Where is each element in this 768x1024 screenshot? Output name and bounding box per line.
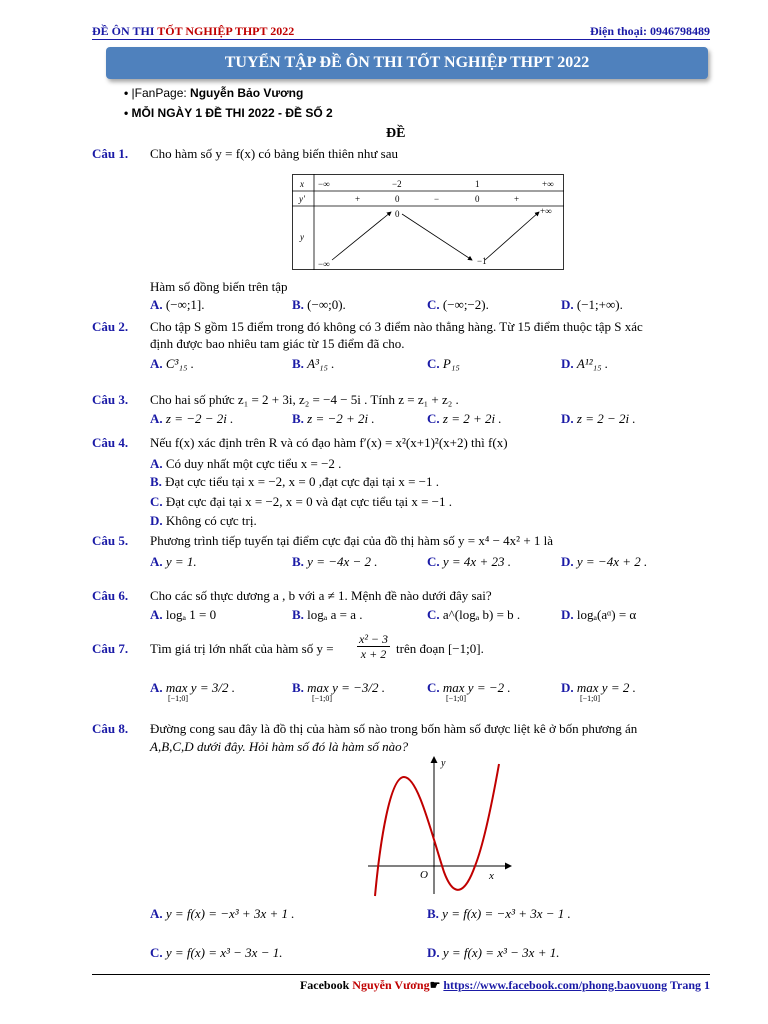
- option-letter: D.: [561, 680, 574, 695]
- option-text: (−∞;−2).: [442, 297, 489, 312]
- option-text: z = −2 − 2i .: [165, 411, 234, 426]
- option-text: z = 2 + 2i .: [442, 411, 502, 426]
- fraction: [357, 632, 390, 661]
- y-axis-label: y: [441, 758, 446, 769]
- answer-option[interactable]: [561, 607, 636, 623]
- option-text: y = f(x) = x³ − 3x − 1.: [165, 945, 283, 960]
- option-text: y = f(x) = −x³ + 3x − 1 .: [442, 906, 571, 921]
- question-label: Câu 1.: [92, 146, 129, 161]
- footer: [300, 978, 710, 993]
- option-letter: B.: [292, 356, 304, 371]
- answer-option[interactable]: [427, 680, 511, 696]
- answer-option[interactable]: [427, 906, 571, 922]
- question-label: Câu 6.: [92, 588, 129, 603]
- answer-option[interactable]: [427, 554, 511, 570]
- option-letter: D.: [561, 411, 574, 426]
- sign-value: 0: [475, 194, 480, 204]
- option-text: A¹²₁₅ .: [576, 356, 609, 371]
- question-subtext: Hàm số đồng biến trên tập: [150, 279, 288, 294]
- header-title-part1: ĐỀ ÔN THI: [92, 24, 158, 38]
- option-letter: D.: [427, 945, 440, 960]
- footer-author: Nguyễn Vương: [352, 978, 430, 992]
- option-text: logₐ(aᵅ) = α: [576, 607, 637, 622]
- option-letter: C.: [427, 680, 440, 695]
- option-letter: D.: [561, 297, 574, 312]
- option-text: (−∞;1].: [165, 297, 205, 312]
- answer-option[interactable]: [150, 297, 205, 313]
- daily-title: MỖI NGÀY 1 ĐỀ THI 2022 - ĐỀ SỐ 2: [131, 106, 333, 120]
- sign-value: +: [355, 194, 361, 204]
- row-yprime-label: y′: [299, 194, 305, 204]
- y-value: −1: [477, 256, 487, 266]
- answer-option[interactable]: [150, 356, 194, 372]
- page-number: Trang 1: [667, 978, 710, 992]
- max-range: [−1;0]: [446, 694, 467, 703]
- option-text: y = −4x − 2 .: [307, 554, 378, 569]
- option-letter: B.: [292, 297, 304, 312]
- answer-option[interactable]: [292, 554, 378, 570]
- answer-option[interactable]: [150, 554, 197, 570]
- question-label: Câu 7.: [92, 641, 129, 656]
- option-letter: B.: [427, 906, 439, 921]
- answer-option[interactable]: [561, 356, 608, 372]
- question-text: trên đoạn [−1;0].: [396, 641, 484, 656]
- option-letter: C.: [427, 356, 440, 371]
- footer-link[interactable]: https://www.facebook.com/phong.baovuong: [443, 978, 668, 992]
- question-label: Câu 5.: [92, 533, 129, 548]
- answer-option[interactable]: [150, 474, 439, 490]
- x-value: 1: [475, 179, 480, 189]
- header-title: [92, 24, 294, 39]
- answer-option[interactable]: [427, 945, 559, 961]
- answer-option[interactable]: [150, 945, 282, 961]
- question-text: Phương trình tiếp tuyến tại điểm cực đại của đồ thị hàm số y = x⁴ − 4x² + 1 là: [150, 533, 554, 548]
- fraction-numerator: x² − 3: [359, 632, 389, 646]
- footer-prefix: Facebook: [299, 978, 353, 992]
- question-label: Câu 3.: [92, 392, 129, 407]
- answer-option[interactable]: [561, 554, 647, 570]
- option-text: max y = 3/2 .: [165, 680, 235, 695]
- option-letter: D.: [150, 513, 163, 528]
- max-range: [−1;0]: [312, 694, 333, 703]
- answer-option[interactable]: [561, 297, 623, 313]
- question-text: A,B,C,D dưới đây. Hỏi hàm số đó là hàm số nào?: [150, 739, 409, 754]
- question-text: định được bao nhiêu tam giác từ 15 điểm đã cho.: [150, 336, 405, 351]
- y-value: −∞: [318, 259, 330, 269]
- y-value: +∞: [540, 206, 552, 216]
- option-letter: C.: [427, 411, 440, 426]
- answer-option[interactable]: [292, 297, 346, 313]
- banner-title: TUYỂN TẬP ĐỀ ÔN THI TỐT NGHIỆP THPT 2022: [106, 47, 708, 79]
- option-letter: D.: [561, 356, 574, 371]
- option-letter: A.: [150, 906, 163, 921]
- option-letter: C.: [427, 607, 440, 622]
- x-axis-label: x: [489, 870, 494, 882]
- question-text: Cho hai số phức z₁ = 2 + 3i, z₂ = −4 − 5i . Tính z = z₁ + z₂ .: [150, 392, 459, 407]
- option-letter: A.: [150, 680, 163, 695]
- option-letter: B.: [292, 680, 304, 695]
- answer-option[interactable]: [427, 356, 460, 372]
- x-value: −∞: [318, 179, 330, 189]
- answer-option[interactable]: [292, 356, 335, 372]
- question-text: Cho các số thực dương a , b với a ≠ 1. Mệnh đề nào dưới đây sai?: [150, 588, 492, 603]
- y-value: 0: [395, 209, 400, 219]
- variation-table: [292, 174, 564, 270]
- fraction-denominator: x + 2: [360, 647, 387, 661]
- option-letter: C.: [427, 297, 440, 312]
- answer-option[interactable]: [150, 494, 452, 510]
- option-letter: A.: [150, 356, 163, 371]
- header-divider: [92, 39, 710, 40]
- arrow-up: [332, 212, 391, 260]
- sign-value: −: [434, 194, 440, 204]
- max-range: [−1;0]: [168, 694, 189, 703]
- option-letter: B.: [292, 607, 304, 622]
- header-title-part2: TỐT NGHIỆP THPT 2022: [157, 24, 295, 38]
- origin-label: O: [420, 869, 428, 881]
- option-text: z = −2 + 2i .: [307, 411, 375, 426]
- answer-option[interactable]: [427, 607, 520, 623]
- answer-option[interactable]: [427, 297, 489, 313]
- option-text: a^(logₐ b) = b .: [442, 607, 521, 622]
- option-text: y = 1.: [165, 554, 197, 569]
- option-letter: A.: [150, 456, 163, 471]
- question-text: Cho tập S gồm 15 điểm trong đó không có 3 điểm nào thẳng hàng. Từ 15 điểm thuộc tập S xác: [150, 319, 643, 334]
- question-text: Nếu f(x) xác định trên R và có đạo hàm f′(x) = x²(x+1)²(x+2) thì f(x): [150, 435, 508, 450]
- row-x-label: x: [300, 179, 304, 189]
- question-label: Câu 8.: [92, 721, 129, 736]
- option-text: logₐ 1 = 0: [165, 607, 217, 622]
- option-text: y = f(x) = −x³ + 3x + 1 .: [165, 906, 295, 921]
- option-letter: A.: [150, 554, 163, 569]
- max-range: [−1;0]: [580, 694, 601, 703]
- option-text: Đạt cực đại tại x = −2, x = 0 và đạt cực tiểu tại x = −1 .: [165, 494, 453, 509]
- option-text: y = −4x + 2 .: [576, 554, 648, 569]
- option-letter: C.: [427, 554, 440, 569]
- option-letter: A.: [150, 297, 163, 312]
- option-letter: B.: [292, 554, 304, 569]
- question-text: Đường cong sau đây là đồ thị của hàm số nào trong bốn hàm số được liệt kê ở bốn phương án: [150, 721, 638, 736]
- bullet-daily: • MỖI NGÀY 1 ĐỀ THI 2022 - ĐỀ SỐ 2: [124, 106, 333, 120]
- x-value: −2: [392, 179, 402, 189]
- option-text: A³₁₅ .: [307, 356, 335, 371]
- footer-divider: [92, 974, 710, 975]
- curve: [375, 764, 499, 896]
- option-text: Đạt cực tiểu tại x = −2, x = 0 ,đạt cực đại tại x = −1 .: [165, 474, 440, 489]
- option-letter: A.: [150, 411, 163, 426]
- option-text: C³₁₅ .: [165, 356, 194, 371]
- option-text: max y = −2 .: [442, 680, 511, 695]
- answer-option[interactable]: [427, 411, 502, 427]
- x-value: +∞: [542, 179, 554, 189]
- arrow-up: [485, 212, 539, 260]
- answer-option[interactable]: [292, 411, 375, 427]
- fanpage-name[interactable]: Nguyễn Bảo Vương: [190, 86, 304, 100]
- answer-option[interactable]: [292, 607, 362, 623]
- option-text: y = 4x + 23 .: [442, 554, 511, 569]
- option-text: z = 2 − 2i .: [576, 411, 636, 426]
- answer-option[interactable]: [150, 680, 235, 696]
- option-text: y = f(x) = x³ − 3x + 1.: [442, 945, 560, 960]
- option-text: P₁₅: [442, 356, 460, 371]
- option-letter: D.: [561, 554, 574, 569]
- fanpage-label: |FanPage:: [131, 86, 191, 100]
- option-letter: B.: [150, 474, 162, 489]
- question-label: Câu 2.: [92, 319, 129, 334]
- option-text: logₐ a = a .: [307, 607, 363, 622]
- question-text: Cho hàm số y = f(x) có bảng biến thiên như sau: [150, 146, 398, 161]
- option-text: Có duy nhất một cực tiểu x = −2 .: [165, 456, 342, 471]
- answer-option[interactable]: [150, 513, 257, 529]
- header-phone: Điện thoại: 0946798489: [590, 24, 710, 38]
- answer-option[interactable]: [292, 680, 385, 696]
- sign-value: 0: [395, 194, 400, 204]
- option-letter: B.: [292, 411, 304, 426]
- option-text: max y = −3/2 .: [307, 680, 386, 695]
- bullet-fanpage: • |FanPage: Nguyễn Bảo Vương: [124, 86, 304, 100]
- answer-option[interactable]: [150, 607, 216, 623]
- option-text: (−∞;0).: [307, 297, 346, 312]
- option-text: (−1;+∞).: [576, 297, 623, 312]
- cubic-graph: [365, 754, 515, 899]
- option-letter: D.: [561, 607, 574, 622]
- answer-option[interactable]: [150, 456, 341, 472]
- answer-option[interactable]: [561, 411, 636, 427]
- option-text: max y = 2 .: [576, 680, 636, 695]
- answer-option[interactable]: [150, 906, 295, 922]
- question-text: Tìm giá trị lớn nhất của hàm số y =: [150, 641, 334, 656]
- option-letter: A.: [150, 607, 163, 622]
- row-y-label: y: [300, 232, 304, 242]
- option-text: Không có cực trị.: [165, 513, 257, 528]
- answer-option[interactable]: [150, 411, 233, 427]
- pointing-hand-icon: ☛: [429, 978, 444, 992]
- arrow-down: [402, 214, 472, 260]
- question-label: Câu 4.: [92, 435, 129, 450]
- sign-value: +: [514, 194, 520, 204]
- option-letter: C.: [150, 494, 163, 509]
- exam-heading: ĐỀ: [386, 126, 406, 141]
- option-letter: C.: [150, 945, 163, 960]
